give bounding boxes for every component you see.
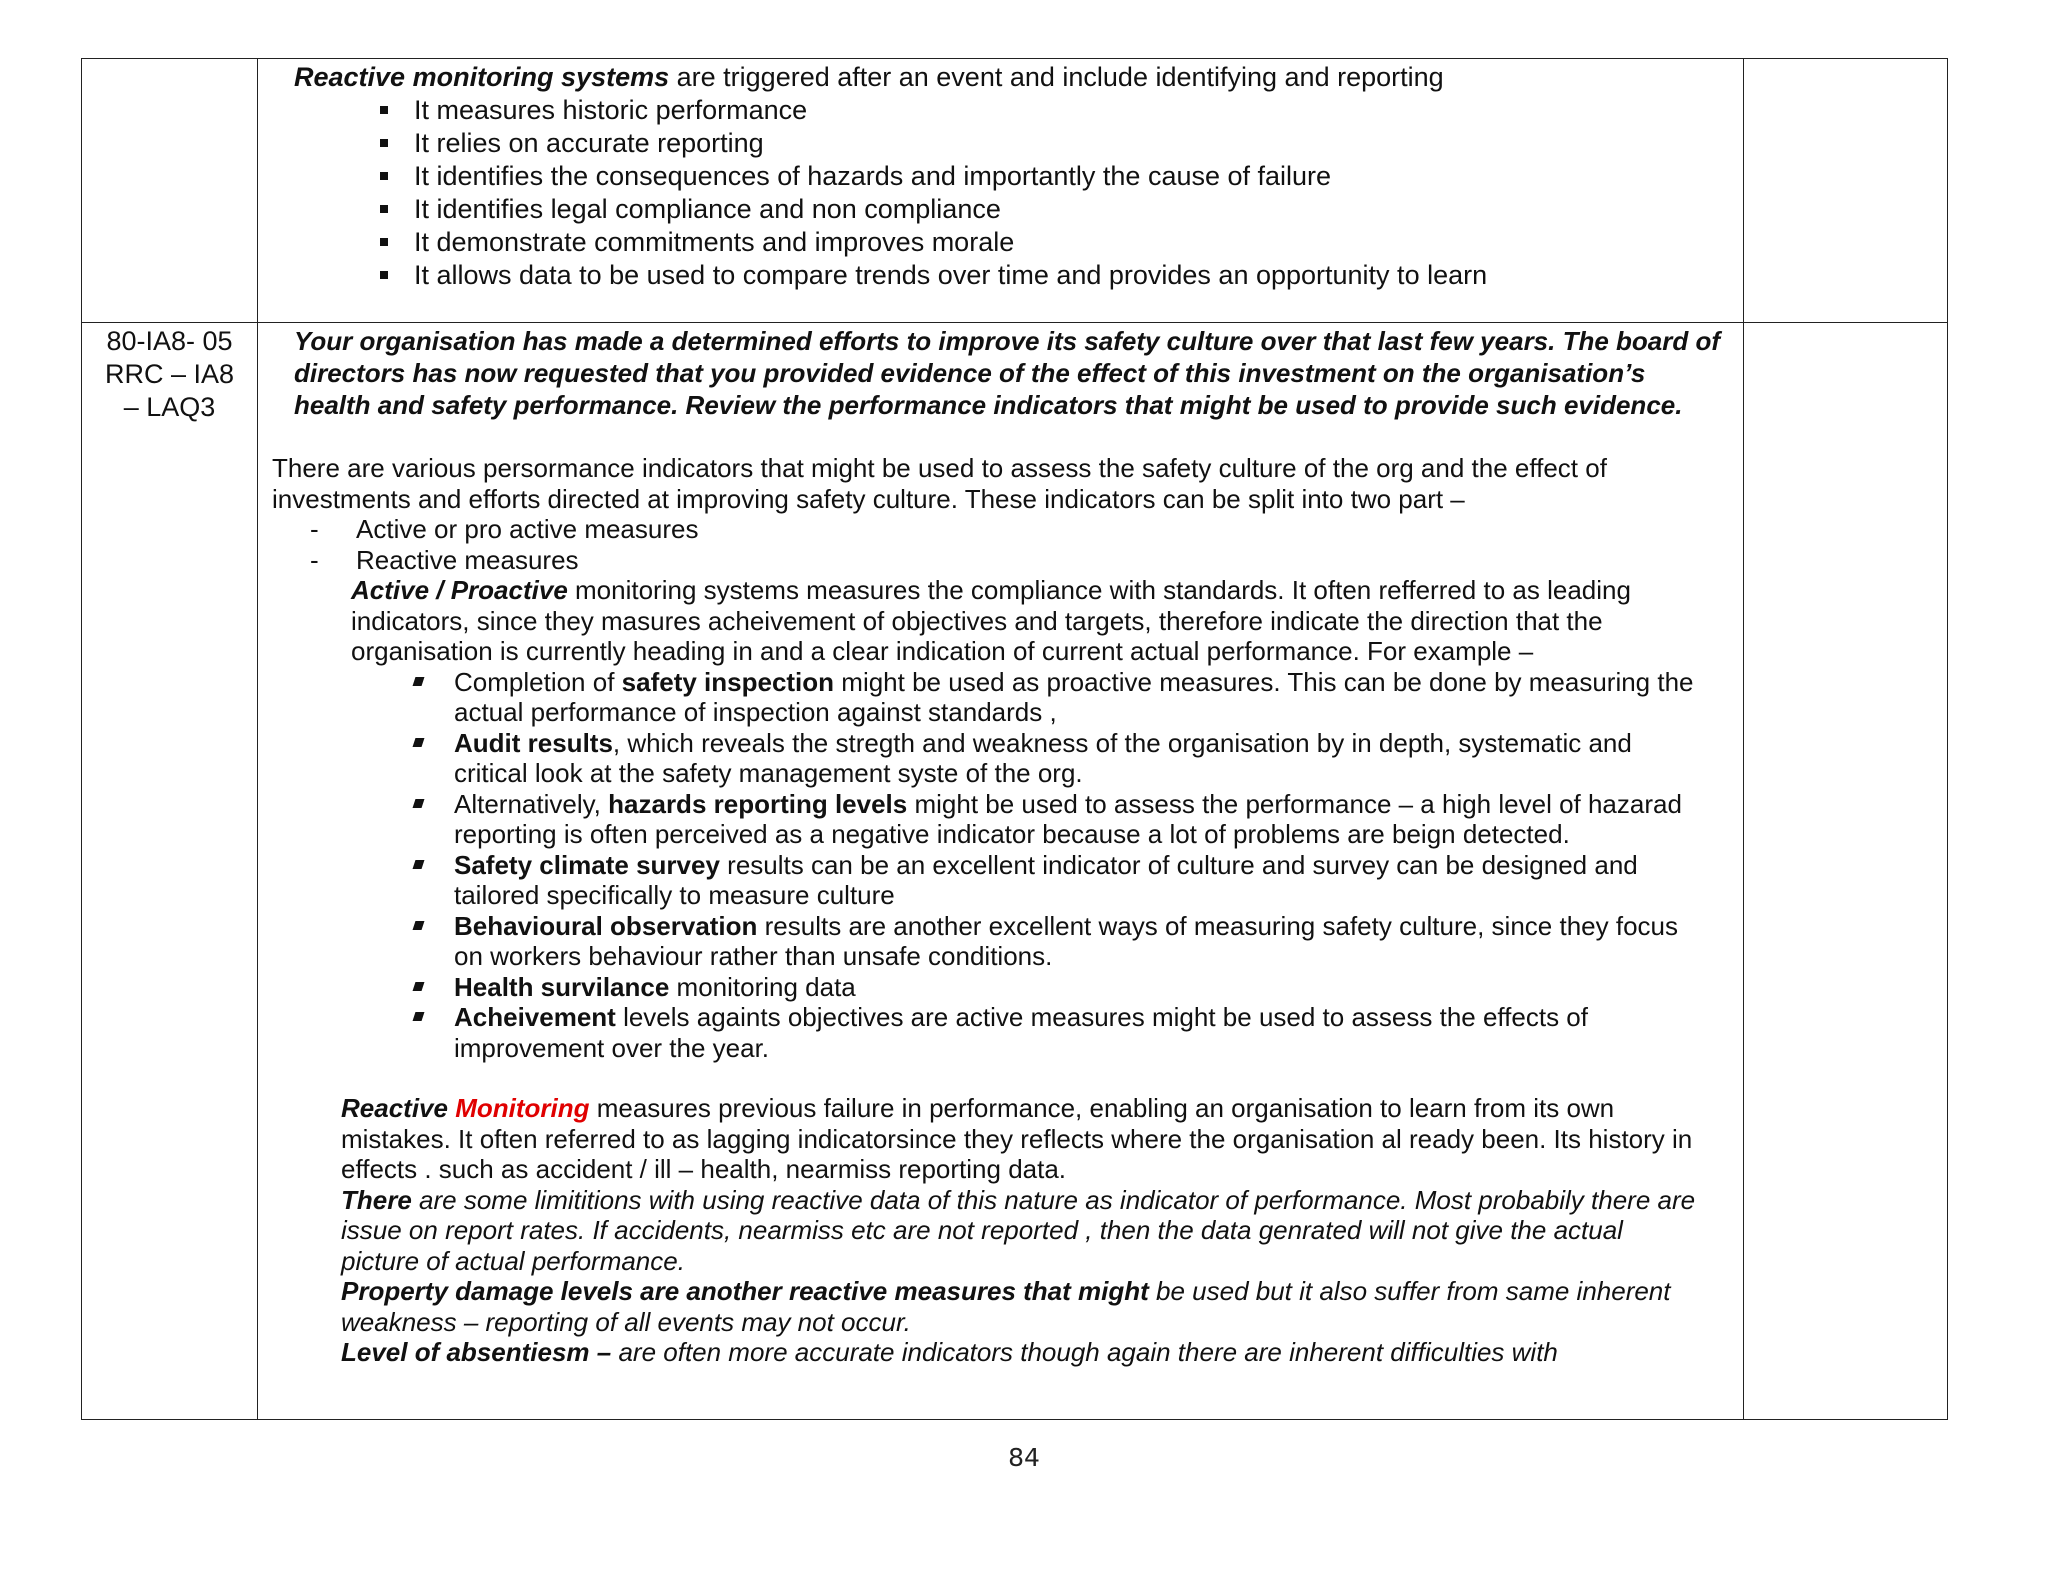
- ref-line: RRC – IA8: [104, 359, 235, 389]
- question-reference: [82, 323, 257, 424]
- list-item: Alternatively, hazards reporting levels might be used to assess the performance – a high level of hazarad reporting is often perceived as a negative indicator because a lot of problems are beign detected.: [454, 789, 1703, 850]
- reactive-paragraph: Reactive Monitoring measures previous failure in performance, enabling an organisation to learn from its own mistakes. It often referred to as lagging indicatorsince they reflects where the organisation al ready been. Its history in effects . such as accident / ill – health, nearmiss reporting data.: [341, 1093, 1693, 1184]
- measure-types-list: [258, 514, 1743, 575]
- list-item: Safety climate survey results can be an excellent indicator of culture and survey can be designed and tailored specifically to measure culture: [454, 850, 1703, 911]
- limitations-paragraph: There are some limititions with using reactive data of this nature as indicator of performance. Most probabily there are issue on report rates. If accidents, nearmiss etc are not reported , then the data genrated will not give the actual picture of actual performance.: [341, 1184, 1696, 1276]
- active-paragraph: [258, 575, 1743, 667]
- reactive-bullets: [294, 94, 1731, 292]
- list-item: It measures historic performance: [380, 94, 1731, 127]
- list-item: Audit results, which reveals the stregth and weakness of the organisation by in depth, systematic and critical look at the safety management syste of the org.: [454, 728, 1703, 789]
- ref-line: – LAQ3: [123, 392, 216, 422]
- table-row: [82, 59, 1948, 323]
- ref-cell: [82, 323, 258, 1420]
- list-item: It identifies the consequences of hazards and importantly the cause of failure: [380, 160, 1731, 193]
- list-item: It relies on accurate reporting: [380, 127, 1731, 160]
- list-item: - Active or pro active measures: [310, 514, 1743, 545]
- bullet-icon: [413, 982, 425, 991]
- absenteeism-paragraph: Level of absentiesm – are often more accurate indicators though again there are inherent difficulties with: [341, 1337, 1558, 1367]
- lead-bold: Reactive monitoring systems: [294, 62, 670, 92]
- bullet-icon: [413, 738, 425, 747]
- list-item: - Reactive measures: [310, 545, 1743, 576]
- intro-paragraph: There are various persormance indicators that might be used to assess the safety culture of the org and the effect of investments and efforts directed at improving safety culture. These indicators can be split into two part –: [272, 453, 1607, 514]
- list-item: It identifies legal compliance and non compliance: [380, 193, 1731, 226]
- question-text: Your organisation has made a determined efforts to improve its safety culture over that last few years. The board of directors has now requested that you provided evidence of the effect of this investment on the organisation’s health and safety performance. Review the performance indicators that might be used to provide such evidence.: [294, 326, 1721, 420]
- lead-rest: are triggered after an event and include identifying and reporting: [669, 62, 1444, 92]
- list-item: Behavioural observation results are another excellent ways of measuring safety culture, since they focus on workers behaviour rather than unsafe conditions.: [454, 911, 1703, 972]
- reactive-section: [258, 1063, 1743, 1367]
- property-paragraph: Property damage levels are another reactive measures that might be used but it also suffer from same inherent weakness – reporting of all events may not occur.: [341, 1276, 1671, 1337]
- reactive-systems-lead: [294, 59, 1731, 94]
- ref-line: 80-IA8- 05: [106, 326, 233, 356]
- table-row: [82, 323, 1948, 1420]
- notes-cell: [1744, 323, 1948, 1420]
- active-rest: monitoring systems measures the compliance with standards. It often refferred to as leading indicators, since they masures acheivement of objectives and targets, therefore indicate the direction that the organisation is currently heading in and a clear indication of current actual performance. For example –: [351, 575, 1631, 666]
- bullet-icon: [413, 799, 425, 808]
- list-item: It allows data to be used to compare trends over time and provides an opportunity to learn: [380, 259, 1731, 292]
- notes-cell: [1744, 59, 1948, 323]
- ref-cell: [82, 59, 258, 323]
- bullet-icon: [413, 860, 425, 869]
- list-item: Acheivement levels againts objectives are active measures might be used to assess the effects of improvement over the year.: [454, 1002, 1703, 1063]
- bullet-icon: [413, 677, 425, 686]
- page-number: 84: [1008, 1443, 1040, 1472]
- content-cell: [258, 59, 1744, 323]
- list-item: Health survilance monitoring data: [454, 972, 1703, 1003]
- list-item: It demonstrate commitments and improves morale: [380, 226, 1731, 259]
- bullet-icon: [413, 1012, 425, 1021]
- list-item: Completion of safety inspection might be used as proactive measures. This can be done by measuring the actual performance of inspection against standards ,: [454, 667, 1703, 728]
- active-bold: Active / Proactive: [351, 575, 568, 605]
- answer-table: [81, 58, 1948, 1420]
- content-cell: [258, 323, 1744, 1420]
- active-examples-list: [258, 667, 1743, 1064]
- bullet-icon: [413, 921, 425, 930]
